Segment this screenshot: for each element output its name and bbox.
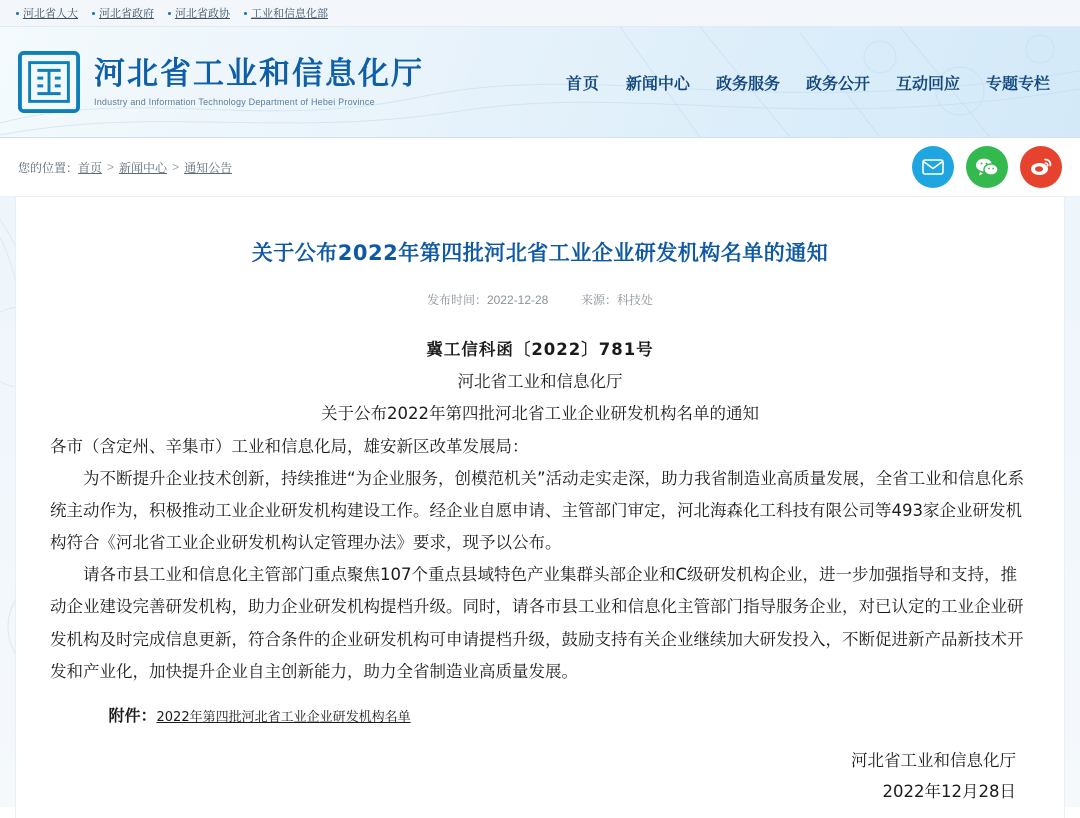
top-link-label[interactable]: 河北省人大	[23, 8, 78, 20]
article-card	[16, 197, 1064, 818]
issuing-organization: 河北省工业和信息化厅	[457, 372, 623, 392]
article-meta	[50, 291, 1030, 308]
page-title: 关于公布2022年第四批河北省工业企业研发机构名单的通知	[251, 241, 829, 265]
bullet-icon	[16, 12, 19, 15]
nav-item-home[interactable]: 首页	[565, 75, 600, 93]
publish-time: 发布时间：2022-12-28	[426, 293, 549, 307]
site-brand	[94, 57, 424, 107]
breadcrumb-bar	[0, 138, 1080, 197]
wechat-glyph	[975, 157, 999, 177]
nav-item-news[interactable]: 新闻中心	[625, 75, 690, 93]
main-navigation	[566, 71, 1056, 94]
top-link-item[interactable]	[16, 5, 78, 21]
mail-glyph	[922, 159, 944, 175]
breadcrumb-label: 您的位置：	[18, 160, 79, 175]
nav-item-interaction[interactable]: 互动回应	[895, 75, 960, 93]
site-title-cn: 河北省工业和信息化厅	[94, 56, 424, 93]
weibo-icon[interactable]	[1020, 146, 1062, 188]
signature-organization: 河北省工业和信息化厅	[851, 751, 1016, 771]
breadcrumb-item-home[interactable]: 首页	[78, 160, 103, 175]
attachment-link[interactable]: 2022年第四批河北省工业企业研发机构名单	[156, 709, 411, 725]
top-link-label[interactable]: 河北省政府	[99, 8, 154, 20]
top-link-item[interactable]	[168, 5, 230, 21]
social-share-group	[912, 146, 1062, 188]
signature-block	[50, 745, 1030, 808]
top-link-item[interactable]	[244, 5, 328, 21]
article-source: 来源：科技处	[581, 293, 654, 307]
breadcrumb-item-news[interactable]: 新闻中心	[119, 160, 168, 175]
wechat-icon[interactable]	[966, 146, 1008, 188]
top-link-label[interactable]: 工业和信息化部	[251, 8, 328, 20]
top-link-label[interactable]: 河北省政协	[175, 8, 230, 20]
breadcrumb-separator: >	[107, 160, 115, 174]
mail-icon[interactable]	[912, 146, 954, 188]
body-paragraph-1: 为不断提升企业技术创新，持续推进“为企业服务，创模范机关”活动走实走深，助力我省制造业高质量发展，全省工业和信息化系统主动作为，积极推动工业企业研发机构建设工作。经企业自愿申请、主管部门审定，河北海森化工科技有限公司等493家企业研发机构符合《河北省工业企业研发机构认定管理办法》要求，现予以公布。	[50, 468, 1025, 553]
breadcrumb-separator: >	[172, 160, 180, 174]
body-paragraph-2: 请各市县工业和信息化主管部门重点聚焦107个重点县域特色产业集群头部企业和C级研发机构企业，进一步加强指导和支持，推动企业建设完善研发机构，助力企业研发机构提档升级。同时，请各市县工业和信息化主管部门指导服务企业，对已认定的工业企业研发机构及时完成信息更新，符合条件的企业研发机构可申请提档升级，鼓励支持有关企业继续加大研发投入，不断促进新产品新技术开发和产业化，加快提升企业自主创新能力，助力全省制造业高质量发展。	[50, 565, 1024, 681]
bullet-icon	[168, 12, 171, 15]
bullet-icon	[244, 12, 247, 15]
top-link-bar	[0, 0, 1080, 27]
bullet-icon	[92, 12, 95, 15]
nav-item-disclosure[interactable]: 政务公开	[805, 75, 870, 93]
weibo-glyph	[1029, 157, 1053, 177]
document-number: 冀工信科函〔2022〕781号	[426, 340, 654, 359]
site-title-en: Industry and Information Technology Department of Hebei Province	[94, 96, 375, 107]
page-background	[0, 197, 1080, 807]
attachment-row	[50, 700, 1030, 731]
breadcrumb-item-notice[interactable]: 通知公告	[184, 160, 233, 175]
signature-date: 2022年12月28日	[882, 782, 1016, 802]
nav-item-topics[interactable]: 专题专栏	[985, 75, 1050, 93]
article-body	[50, 334, 1030, 808]
nav-item-services[interactable]: 政务服务	[715, 75, 780, 93]
recipient-line: 各市（含定州、辛集市）工业和信息化局，雄安新区改革发展局：	[50, 436, 529, 456]
document-subject: 关于公布2022年第四批河北省工业企业研发机构名单的通知	[321, 404, 759, 424]
top-link-item[interactable]	[92, 5, 154, 21]
hebei-emblem-icon	[18, 51, 80, 113]
site-header	[0, 27, 1080, 138]
attachment-label: 附件：	[108, 705, 157, 725]
